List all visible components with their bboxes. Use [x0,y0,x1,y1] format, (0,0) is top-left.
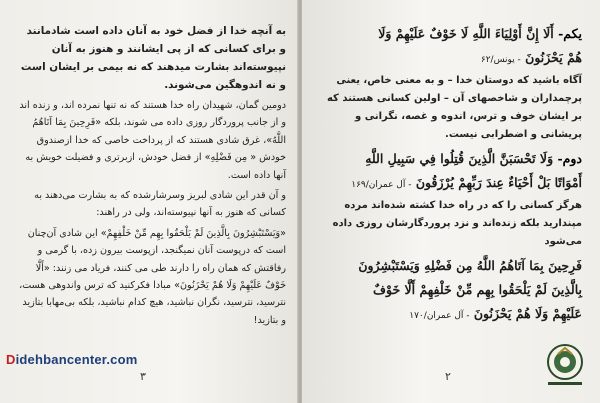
right-paragraph-2: هرگز کسانی را که در راه خدا کشته شده‌اند مرده مپندارید بلکه زنده‌اند و نزد پروردگارشان روزی داده می‌شود [332,200,582,247]
right-paragraph-1: آگاه باشید که دوستان خدا – و به معنی خاص، یعنی پرچمداران و شاخصهای آن – اولین کسانی هستند که بر ایشان خوف و ترس، اندوه و غصه، نگرانی و پریشانی و اضطرابی نیست. [326,75,582,140]
verse-reference: - یونس/۶۲ [480,55,521,65]
section-label-first: یکم- [558,26,582,41]
left-paragraph-1: به آنچه خدا از فضل خود به آنان داده است شادمانند و برای کسانی که از پی ایشانند و هنوز به آنان نپیوسته‌اند بشارت میدهند که نه بیمی بر ایشان است و نه اندوهگین می‌شوند. [20,25,286,91]
page-number-left: ۳ [140,370,146,383]
left-paragraph-4: «وَيَسْتَبْشِرُونَ بِالَّذِينَ لَمْ يَلْحَقُوا بِهِم مِّنْ خَلْفِهِمْ» این شادی آن‌چنان است که درپوست آنان نمیگنجد، ازپوست بیرون زده، با گرمی و رفاقتش که همان راه را دارند طی می کنند، فریاد می زنند: «أَلَّا خَوْفٌ عَلَيْهِمْ وَلَا هُمْ يَحْزَنُونَ» مبادا فکرکنید که ترس واندوهی هست، نترسید، نترسید، نگران نباشید، هیچ کدام نباشید، بلکه بی‌مهابا بتازید و بتازید! [19,227,286,326]
watermark-domain: idehbancenter.com [15,352,138,367]
verse-line: هُمْ يَحْزَنُونَ [525,50,582,65]
left-page [0,0,298,403]
verse-al-imran-170 [320,254,582,328]
verse-al-imran-169 [320,147,582,197]
watermark-initial: D [6,352,16,367]
verse-line: عَلَيْهِمْ وَلَا هُمْ يَحْزَنُونَ [473,306,582,321]
left-page-text [18,22,286,332]
didehban-center-emblem-icon [540,340,590,390]
verse-yunus-62 [320,22,582,72]
verse-reference: - آل عمران/۱۷۰ [409,311,470,321]
verse-line: أَمْوَاتًا بَلْ أَحْيَاءٌ عِندَ رَبِّهِمْ يُرْزَقُونَ [415,175,582,190]
verse-line: وَلَا تَحْسَبَنَّ الَّذِينَ قُتِلُوا فِي سَبِيلِ اللَّهِ [365,151,554,166]
verse-line: بِالَّذِينَ لَمْ يَلْحَقُوا بِهِم مِّنْ خَلْفِهِمْ أَلَّا خَوْفٌ [373,282,582,297]
left-paragraph-2: دومین گمان، شهیدان راه خدا هستند که نه تنها نمرده اند، و زنده اند و از جانب پروردگار روزی داده می شوند، بلکه «فَرِحِینَ بِمَا آتَاهُمُ اللَّهُ»، غرق شادی هستند که از پرداخت خاصی که خدا ازصندوق خودش « مِن فَضْلِهِ» از فضل خودش، ازبرتری و فضیلت خویش به آنها داده است. [19,100,286,181]
verse-line: أَلَا إِنَّ أَوْلِيَاءَ اللَّهِ لَا خَوْفٌ عَلَيْهِمْ وَلَا [378,26,554,41]
section-label-second: دوم- [557,151,582,166]
left-paragraph-3: و آن قدر این شادی لبریز وسرشارشده که به بشارت می‌دهند به کسانی که هنوز به آنها نپیوسته‌اند، ولی در راهند: [34,190,286,219]
right-page-text [320,22,582,328]
verse-line: فَرِحِينَ بِمَا آتَاهُمُ اللَّهُ مِن فَضْلِهِ وَيَسْتَبْشِرُونَ [358,258,582,273]
verse-reference: - آل عمران/۱۶۹ [351,180,412,190]
site-watermark[interactable] [6,352,137,367]
page-number-right: ۲ [445,370,451,383]
